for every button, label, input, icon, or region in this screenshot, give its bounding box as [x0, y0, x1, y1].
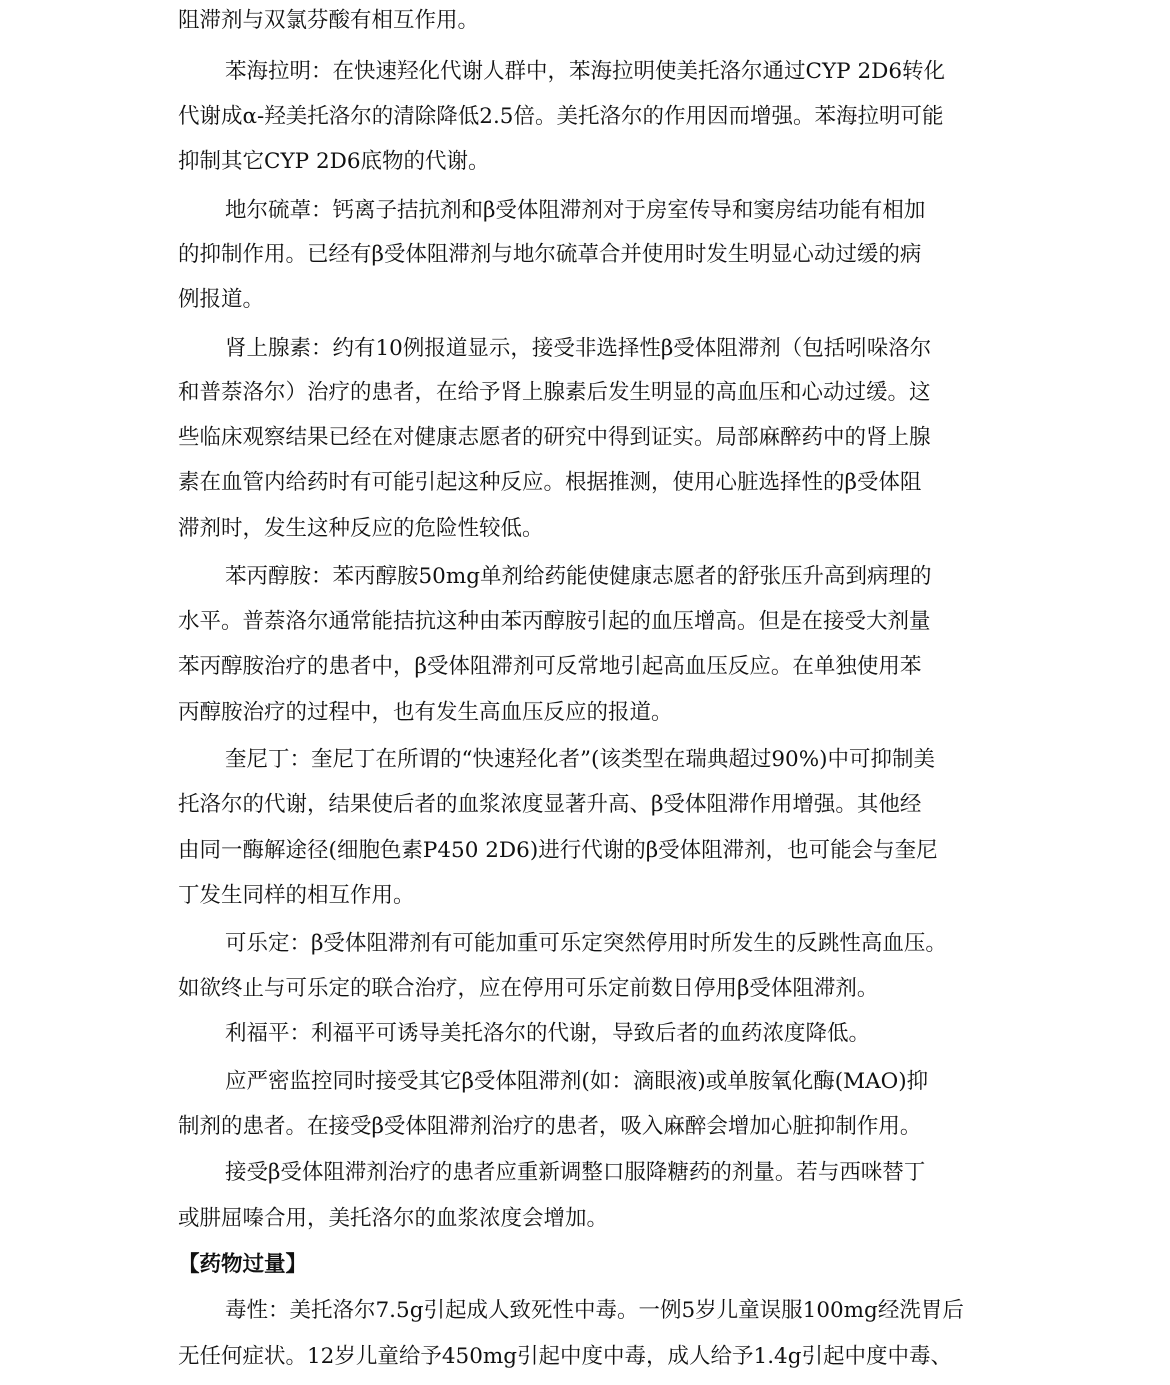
text-line: 托洛尔的代谢，结果使后者的血浆浓度显著升高、β受体阻滞作用增强。其他经 [178, 792, 922, 817]
paragraph-first-line: 苯海拉明：在快速羟化代谢人群中，苯海拉明使美托洛尔通过CYP 2D6转化 [225, 59, 946, 84]
text-line: 滞剂时，发生这种反应的危险性较低。 [178, 516, 544, 541]
text-line: 或肼屈嗪合用，美托洛尔的血浆浓度会增加。 [178, 1206, 609, 1231]
text-line: 素在血管内给药时有可能引起这种反应。根据推测，使用心脏选择性的β受体阻 [178, 470, 922, 495]
text-line: 水平。普萘洛尔通常能拮抗这种由苯丙醇胺引起的血压增高。但是在接受大剂量 [178, 609, 931, 634]
text-line: 丁发生同样的相互作用。 [178, 883, 415, 908]
paragraph-first-line: 利福平：利福平可诱导美托洛尔的代谢，导致后者的血药浓度降低。 [225, 1021, 871, 1046]
text-line: 制剂的患者。在接受β受体阻滞剂治疗的患者，吸入麻醉会增加心脏抑制作用。 [178, 1114, 922, 1139]
text-line: 如欲终止与可乐定的联合治疗，应在停用可乐定前数日停用β受体阻滞剂。 [178, 976, 879, 1001]
section-heading: 【药物过量】 [178, 1252, 308, 1277]
text-line: 无任何症状。12岁儿童给予450mg引起中度中毒，成人给予1.4g引起中度中毒、 [178, 1344, 953, 1369]
text-line: 例报道。 [178, 287, 265, 312]
paragraph-first-line: 可乐定：β受体阻滞剂有可能加重可乐定突然停用时所发生的反跳性高血压。 [225, 931, 947, 956]
paragraph-first-line: 奎尼丁：奎尼丁在所谓的“快速羟化者”(该类型在瑞典超过90%)中可抑制美 [225, 747, 936, 772]
text-line: 代谢成α-羟美托洛尔的清除降低2.5倍。美托洛尔的作用因而增强。苯海拉明可能 [178, 104, 944, 129]
text-line: 抑制其它CYP 2D6底物的代谢。 [178, 149, 490, 174]
paragraph-first-line: 地尔硫䓬：钙离子拮抗剂和β受体阻滞剂对于房室传导和窦房结功能有相加 [225, 198, 926, 223]
paragraph-first-line: 苯丙醇胺：苯丙醇胺50mg单剂给药能使健康志愿者的舒张压升高到病理的 [225, 564, 932, 589]
text-line: 和普萘洛尔）治疗的患者，在给予肾上腺素后发生明显的高血压和心动过缓。这 [178, 380, 931, 405]
paragraph-first-line: 毒性：美托洛尔7.5g引起成人致死性中毒。一例5岁儿童误服100mg经洗胃后 [225, 1298, 964, 1323]
text-line: 些临床观察结果已经在对健康志愿者的研究中得到证实。局部麻醉药中的肾上腺 [178, 425, 931, 450]
paragraph-first-line: 接受β受体阻滞剂治疗的患者应重新调整口服降糖药的剂量。若与西咪替丁 [225, 1160, 926, 1185]
text-line: 由同一酶解途径(细胞色素P450 2D6)进行代谢的β受体阻滞剂，也可能会与奎尼 [178, 838, 938, 863]
text-line: 的抑制作用。已经有β受体阻滞剂与地尔硫䓬合并使用时发生明显心动过缓的病 [178, 242, 922, 267]
paragraph-first-line: 应严密监控同时接受其它β受体阻滞剂(如：滴眼液)或单胺氧化酶(MAO)抑 [225, 1069, 929, 1094]
text-line: 丙醇胺治疗的过程中，也有发生高血压反应的报道。 [178, 700, 673, 725]
text-line: 苯丙醇胺治疗的患者中，β受体阻滞剂可反常地引起高血压反应。在单独使用苯 [178, 654, 922, 679]
text-line: 阻滞剂与双氯芬酸有相互作用。 [178, 8, 480, 33]
paragraph-first-line: 肾上腺素：约有10例报道显示，接受非选择性β受体阻滞剂（包括吲哚洛尔 [225, 336, 932, 361]
